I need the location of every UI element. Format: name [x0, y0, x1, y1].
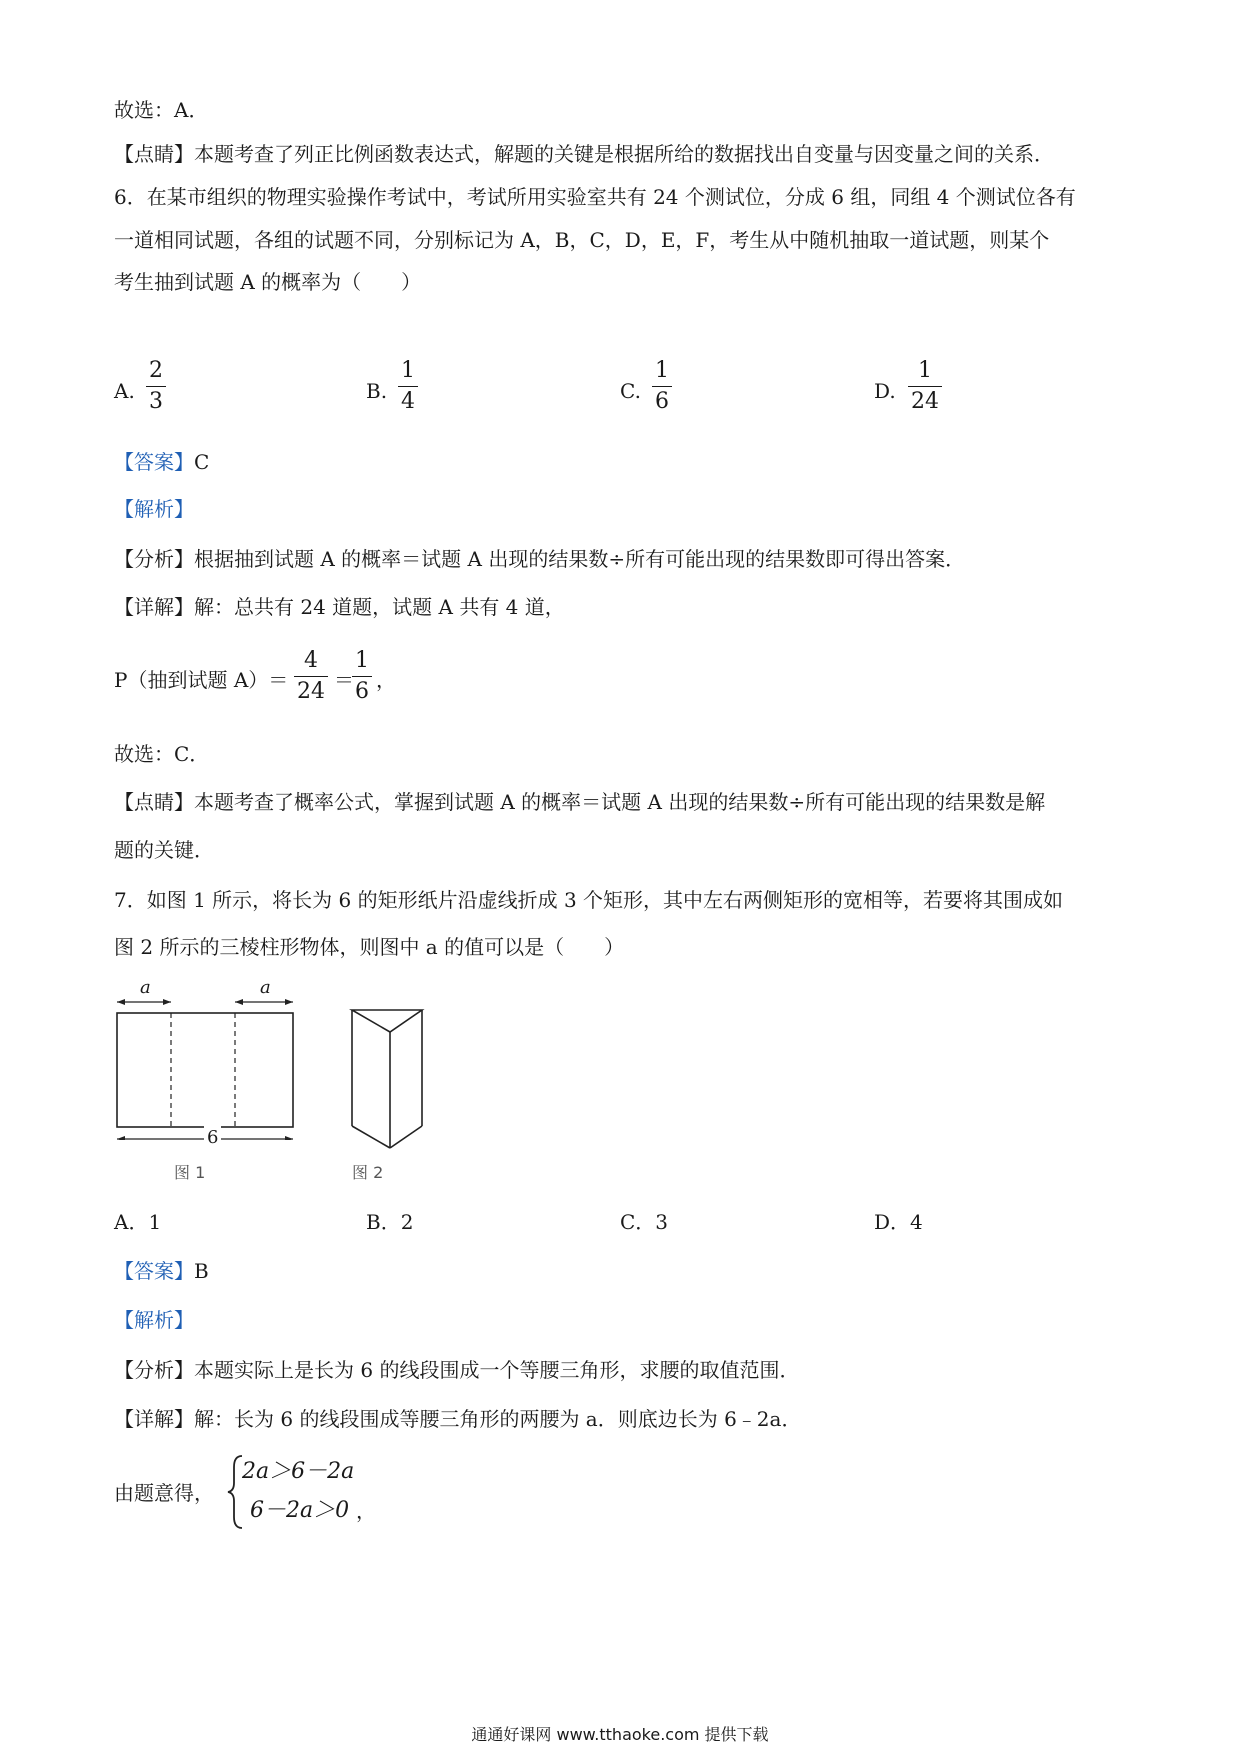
q6-probability-suffix: ， [376, 668, 396, 692]
analysis-tag: 【分析】 [114, 547, 194, 571]
figure-2-prism [344, 1004, 434, 1154]
q6-answer [114, 448, 209, 476]
q6-stem-line-2: 一道相同试题，各组的试题不同，分别标记为 A，B，C，D，E，F，考生从中随机抽取一道试题，则某个 [114, 228, 1050, 252]
q6-dianjing-line-1 [114, 788, 1045, 816]
q6-probability-fraction-2 [352, 648, 372, 705]
q7-inequality-2: 6－2a＞0 [250, 1498, 350, 1523]
fraction-denominator: 24 [297, 679, 325, 704]
detail-text: 解：长为 6 的线段围成等腰三角形的两腰为 a．则底边长为 6﹣2a． [194, 1407, 802, 1431]
detail-tag: 【详解】 [114, 1407, 194, 1431]
answer-value: B [194, 1259, 209, 1283]
fraction-denominator: 3 [149, 389, 163, 414]
answer-tag: 【答案】 [114, 450, 194, 474]
prev-dianjing [114, 140, 1054, 168]
figure-1-rectangle [104, 980, 314, 1140]
q7-jiexi-tag: 【解析】 [114, 1308, 194, 1332]
q7-stem-line-2: 图 2 所示的三棱柱形物体，则图中 a 的值可以是（ ） [114, 935, 625, 959]
dianjing-text: 本题考查了列正比例函数表达式，解题的关键是根据所给的数据找出自变量与因变量之间的关系． [194, 142, 1054, 166]
q6-conclusion: 故选：C． [114, 742, 210, 766]
q6-option-c-label: C. [620, 379, 641, 403]
q7-option-a: A．1 [114, 1210, 162, 1234]
answer-tag: 【答案】 [114, 1259, 194, 1283]
q6-analysis [114, 545, 965, 573]
q7-stem-line-1: 7．如图 1 所示，将长为 6 的矩形纸片沿虚线折成 3 个矩形，其中左右两侧矩形的宽相等，若要将其围成如 [114, 888, 1064, 912]
figure-2-caption: 图 2 [352, 1163, 384, 1182]
dianjing-tag: 【点睛】 [114, 790, 194, 814]
q6-option-b-label: B. [366, 379, 388, 403]
q6-probability-fraction-1 [294, 648, 328, 705]
q7-system-prefix: 由题意得， [114, 1481, 214, 1505]
q6-option-b-fraction [398, 358, 418, 415]
fraction-numerator: 4 [304, 648, 318, 673]
figure-1-a-right-label: a [260, 977, 271, 998]
figure-1-a-left-label: a [140, 977, 151, 998]
fraction-denominator: 6 [355, 679, 369, 704]
dianjing-tag: 【点睛】 [114, 142, 194, 166]
fraction-denominator: 6 [655, 389, 669, 414]
q6-option-c-fraction [652, 358, 672, 415]
figure-1-caption: 图 1 [174, 1163, 206, 1182]
q6-stem-line-1: 6．在某市组织的物理实验操作考试中，考试所用实验室共有 24 个测试位，分成 6 组，同组 4 个测试位各有 [114, 185, 1076, 209]
q7-detail [114, 1405, 801, 1433]
q6-detail [114, 593, 565, 621]
fraction-numerator: 1 [918, 358, 932, 383]
q7-answer [114, 1257, 209, 1285]
fraction-denominator: 24 [911, 389, 939, 414]
q7-inequality-1: 2a＞6－2a [242, 1459, 355, 1484]
analysis-text: 本题实际上是长为 6 的线段围成一个等腰三角形，求腰的取值范围． [194, 1358, 800, 1382]
q7-system-suffix: ， [356, 1499, 376, 1523]
detail-text: 解：总共有 24 道题，试题 A 共有 4 道， [194, 595, 565, 619]
detail-tag: 【详解】 [114, 595, 194, 619]
dianjing-text: 本题考查了概率公式，掌握到试题 A 的概率＝试题 A 出现的结果数÷所有可能出现的结果数是解 [194, 790, 1046, 814]
q7-option-b: B．2 [366, 1210, 414, 1234]
q6-probability-equals: ＝ [334, 668, 354, 692]
q6-jiexi-tag: 【解析】 [114, 497, 194, 521]
q6-option-d-fraction [908, 358, 942, 415]
q7-option-c: C．3 [620, 1210, 669, 1234]
page-footer: 通通好课网 www.tthaoke.com 提供下载 [471, 1725, 769, 1744]
q7-analysis [114, 1356, 799, 1384]
q6-option-a-label: A. [114, 379, 135, 403]
prev-conclusion: 故选：A． [114, 98, 209, 122]
figure-1-length-label: 6 [204, 1124, 221, 1152]
q6-stem-line-3: 考生抽到试题 A 的概率为（ ） [114, 270, 422, 294]
q6-probability-prefix: P（抽到试题 A）＝ [114, 668, 289, 692]
q6-option-a-fraction [146, 358, 166, 415]
fraction-numerator: 1 [355, 648, 369, 673]
fraction-denominator: 4 [401, 389, 415, 414]
q6-option-d-label: D. [874, 379, 896, 403]
q6-dianjing-line-2: 题的关键． [114, 838, 214, 862]
q7-option-d: D．4 [874, 1210, 923, 1234]
analysis-tag: 【分析】 [114, 1358, 194, 1382]
fraction-numerator: 1 [655, 358, 669, 383]
answer-value: C [194, 450, 210, 474]
fraction-numerator: 1 [401, 358, 415, 383]
analysis-text: 根据抽到试题 A 的概率＝试题 A 出现的结果数÷所有可能出现的结果数即可得出答案． [194, 547, 966, 571]
fraction-numerator: 2 [149, 358, 163, 383]
